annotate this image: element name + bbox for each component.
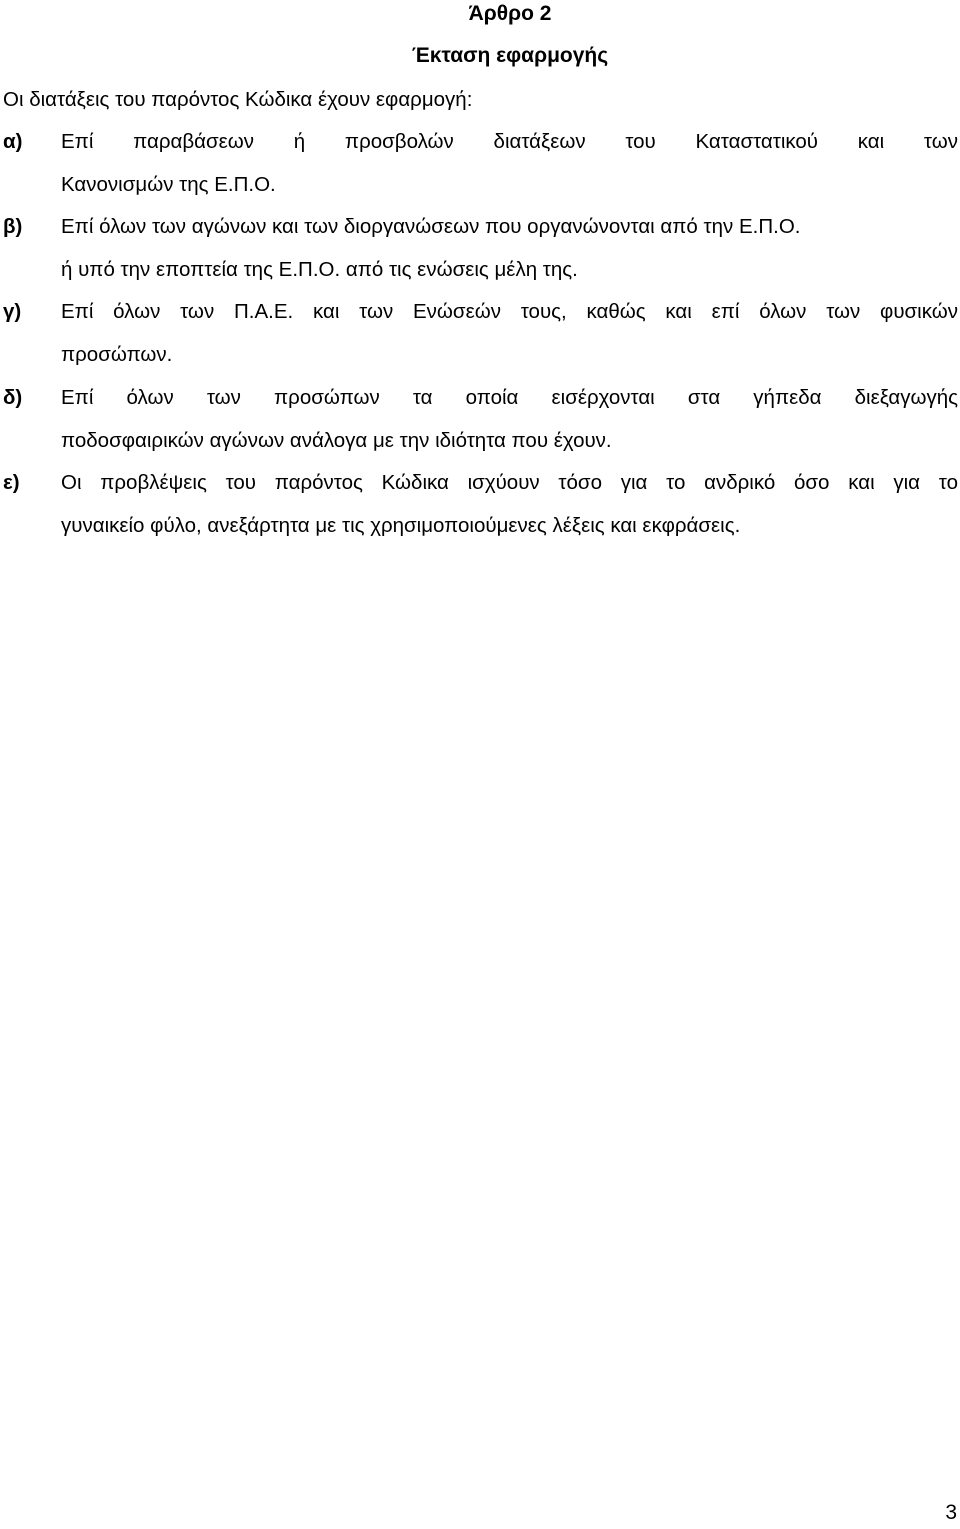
list-item-label: γ) — [3, 300, 22, 323]
list-item-text — [61, 206, 958, 291]
list-item-label: ε) — [3, 471, 20, 494]
list-item-text — [61, 377, 958, 462]
text-line: Επί όλων των αγώνων και των διοργανώσεων που οργανώνονται από την Ε.Π.Ο. — [61, 215, 801, 238]
page-number: 3 — [945, 1501, 957, 1524]
text-line: Κανονισμών της Ε.Π.Ο. — [61, 172, 276, 196]
text-line: ποδοσφαιρικών αγώνων ανάλογα με την ιδιότητα που έχουν. — [61, 428, 612, 452]
intro-paragraph: Οι διατάξεις του παρόντος Κώδικα έχουν εφαρμογή: — [3, 88, 473, 111]
list-item-label: δ) — [3, 386, 23, 409]
list-item-text — [61, 291, 958, 376]
list-item-label: α) — [3, 130, 23, 153]
list-item-text — [61, 121, 958, 206]
text-line: Επί όλων των προσώπων τα οποία εισέρχονται στα γήπεδα διεξαγωγής — [61, 386, 958, 409]
list-item-text — [61, 462, 958, 547]
text-line: ή υπό την εποπτεία της Ε.Π.Ο. από τις ενώσεις μέλη της. — [61, 257, 578, 281]
text-line: Επί παραβάσεων ή προσβολών διατάξεων του Καταστατικού και των — [61, 130, 958, 153]
article-title: Άρθρο 2 — [468, 2, 552, 25]
text-line: Επί όλων των Π.Α.Ε. και των Ενώσεών τους, καθώς και επί όλων των φυσικών — [61, 300, 958, 323]
article-subtitle: Έκταση εφαρμογής — [411, 44, 609, 67]
text-line: Οι προβλέψεις του παρόντος Κώδικα ισχύουν τόσο για το ανδρικό όσο και για το — [61, 471, 958, 494]
text-line: προσώπων. — [61, 342, 173, 366]
list-item-label: β) — [3, 215, 23, 238]
text-line: γυναικείο φύλο, ανεξάρτητα με τις χρησιμοποιούμενες λέξεις και εκφράσεις. — [61, 513, 741, 537]
